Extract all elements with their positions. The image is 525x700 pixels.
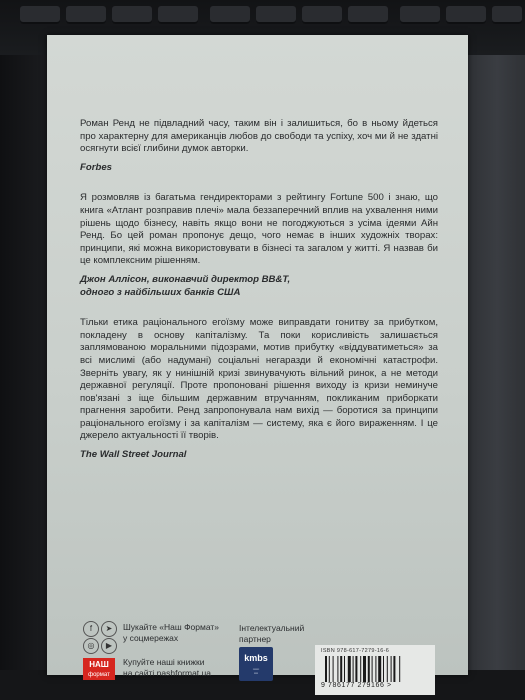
barcode-bar: [375, 656, 376, 682]
quote-allison-source-line1: Джон Аллісон, виконавчий директор BB&T,: [80, 273, 291, 285]
cover-text: [80, 118, 438, 462]
isbn-number: ISBN 978-617-7279-16-6: [321, 648, 390, 654]
quote-allison-source-line2: одного з найбільших банків США: [80, 286, 241, 298]
cover-footer: [47, 615, 468, 689]
barcode-bar: [391, 656, 392, 682]
barcode-bar: [329, 656, 330, 682]
facebook-icon: f: [83, 621, 99, 637]
desk-left: [0, 55, 50, 700]
partner-caption-line1: Інтелектуальний: [239, 623, 305, 633]
barcode-bars: [325, 656, 425, 682]
keyboard-key: [158, 6, 198, 24]
barcode-bar: [340, 656, 342, 682]
social-caption-line2: у соцмережах: [123, 633, 179, 643]
nash-logo-line1: НАШ: [89, 660, 109, 669]
keyboard-key: [66, 6, 106, 24]
keyboard-key: [112, 6, 152, 24]
main-quote-text: Тільки етика раціонального егоїзму може виправдати гонитву за прибутком, покладену в основу капіталізму. Та поки корисливість залишається заплямованою моральними підозрами, мотив прибутку «віддуватиметься» за всі мислимі (або надумані) соціальні негаразди й економічні катастрофи. Зверніть увагу, як у нинішній кризі звинувачують вільний ринок, а не методи державної регуляції. Проте пропоновані рішення виходу із кризи неминуче пов'язані з іще більшим державним втручанням, покликаним приборкати прагнення заробити. Ренд запропонувала нам вихід — боротися за принципи раціонального егоїзму і за капіталізм — систему, яка є його вираженням. І це джерело актуальності її творів.: [80, 317, 438, 442]
quote-forbes-source: Forbes: [80, 161, 112, 173]
barcode-bar: [383, 656, 384, 682]
barcode: [315, 645, 435, 695]
keyboard-key: [302, 6, 342, 24]
partner-caption: [239, 623, 304, 645]
barcode-bar: [393, 656, 395, 682]
social-caption-line1: Шукайте «Наш Формат»: [123, 622, 220, 632]
barcode-bar: [337, 656, 338, 682]
barcode-number: 9 786177 279166 >: [321, 682, 392, 689]
barcode-bar: [353, 656, 354, 682]
buy-caption-line2: на сайті nashformat.ua: [123, 668, 211, 678]
buy-caption-line1: Купуйте наші книжки: [123, 657, 205, 667]
barcode-bar: [378, 656, 381, 682]
barcode-bar: [360, 656, 361, 682]
barcode-bar: [348, 656, 351, 682]
partner-caption-line2: партнер: [239, 634, 271, 644]
barcode-bar: [333, 656, 334, 682]
book-back-cover: [47, 35, 468, 689]
quote-forbes-text: Роман Ренд не підвладний часу, таким він і залишиться, бо в ньому йдеться про характерну для американців любов до свободи та успіху, хоч ми й не здатні осягнути всієї глибини думок авторки.: [80, 118, 438, 155]
barcode-bar: [372, 656, 373, 682]
buy-caption: [123, 657, 211, 679]
instagram-icon: ◎: [83, 638, 99, 654]
social-caption: [123, 622, 219, 644]
kmbs-logo-subtext: ▪▪▪▪▪▪ ▪▪▪▪: [252, 667, 260, 675]
keyboard-key: [20, 6, 60, 24]
barcode-bar: [368, 656, 370, 682]
keyboard-key: [210, 6, 250, 24]
kmbs-logo: [239, 647, 273, 681]
barcode-bar: [344, 656, 345, 682]
quote-allison-source: [80, 274, 438, 299]
barcode-bar: [387, 656, 388, 682]
barcode-bar: [399, 656, 400, 682]
quote-allison-text: Я розмовляв із багатьма гендиректорами з рейтингу Fortune 500 і знаю, що книга «Атлант розправив плечі» мала беззаперечний вплив на ухвалення ними рішень щодо бізнесу, навіть якщо вони не погоджуються з усіма ідеями Айн Ренд. Бо цей роман пропонує дещо, чого немає в інших художніх творах: принципи, які можна використовувати в бізнесі та загалом у житті. Я назвав би це комплексним рішенням.: [80, 192, 438, 267]
youtube-icon: ▶: [101, 638, 117, 654]
keyboard-key: [446, 6, 486, 24]
kmbs-logo-text: kmbs: [244, 653, 268, 663]
nash-logo-line2: формат: [88, 672, 110, 678]
keyboard-key: [492, 6, 522, 24]
keyboard-key: [348, 6, 388, 24]
keyboard-key: [256, 6, 296, 24]
nash-format-logo: [83, 658, 115, 680]
barcode-bar: [363, 656, 366, 682]
main-quote-source: The Wall Street Journal: [80, 449, 187, 461]
barcode-bar: [325, 656, 327, 682]
telegram-icon: ➤: [101, 621, 117, 637]
keyboard-key: [400, 6, 440, 24]
barcode-bar: [355, 656, 357, 682]
